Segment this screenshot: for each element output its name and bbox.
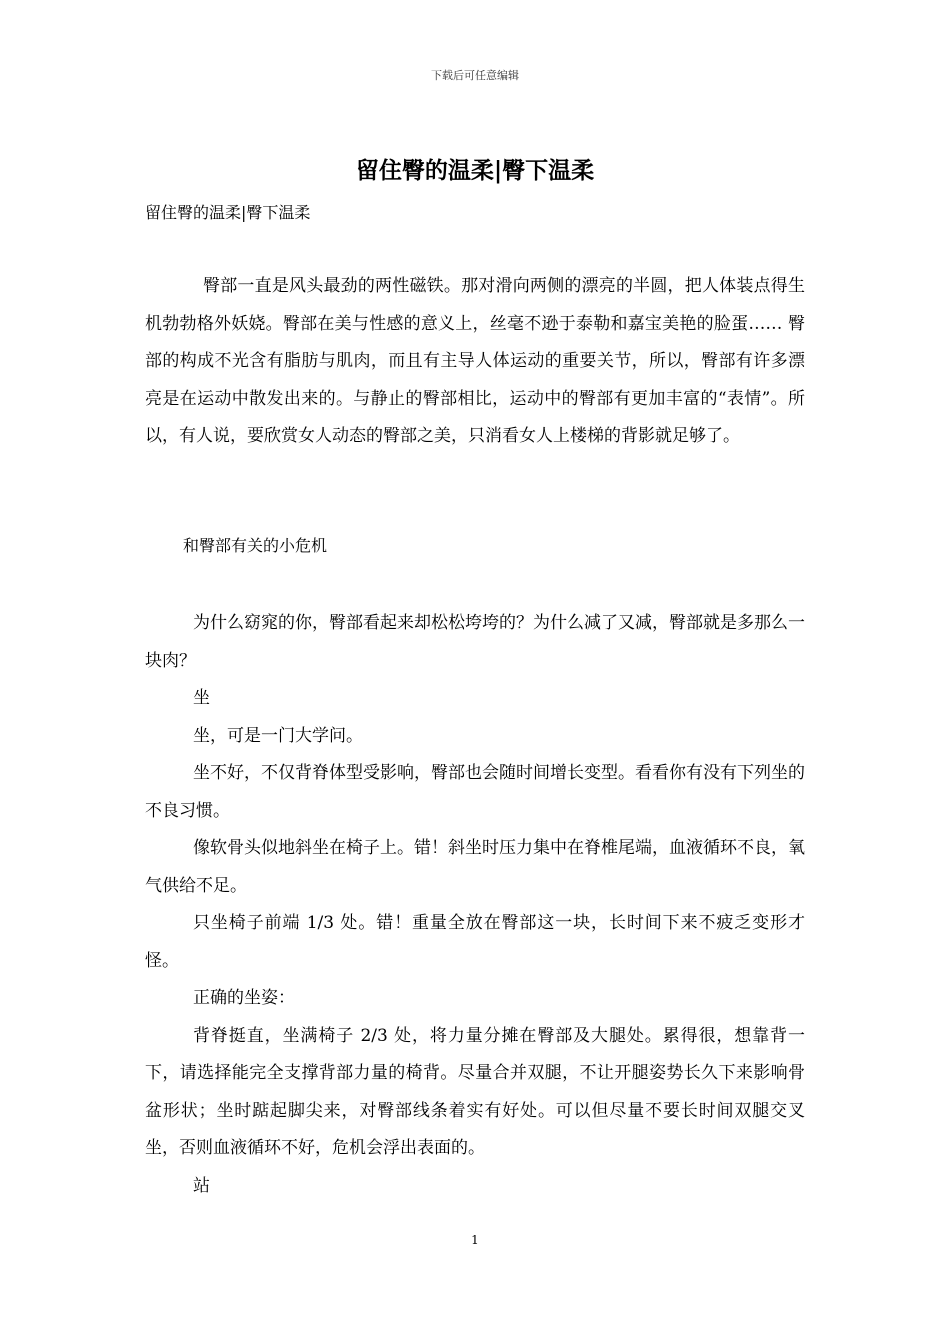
page-header: 下载后可任意编辑 — [431, 69, 519, 82]
document-subtitle: 留住臀的温柔|臀下温柔 — [145, 203, 311, 222]
intro-block — [145, 268, 805, 456]
main-text — [145, 605, 805, 1205]
paragraph: 背脊挺直，坐满椅子 2/3 处，将力量分摊在臀部及大腿处。累得很，想靠背一下，请选择能完全支撑背部力量的椅背。尽量合并双腿，不让开腿姿势长久下来影响骨盆形状；坐时踮起脚尖来，对臀部线条着实有好处。可以但尽量不要长时间双腿交叉坐，否则血液循环不好，危机会浮出表面的。 — [145, 1025, 805, 1158]
paragraph: 为什么窈窕的你，臀部看起来却松松垮垮的？为什么减了又减，臀部就是多那么一块肉？ — [145, 613, 805, 671]
paragraph: 坐 — [193, 688, 210, 708]
paragraph: 坐不好，不仅背脊体型受影响，臀部也会随时间增长变型。看看你有没有下列坐的不良习惯。 — [145, 763, 805, 821]
page-number: 1 — [471, 1233, 479, 1247]
paragraph: 正确的坐姿： — [193, 988, 295, 1008]
paragraph: 坐，可是一门大学问。 — [193, 725, 363, 746]
section-heading: 和臀部有关的小危机 — [183, 536, 328, 555]
paragraph: 只坐椅子前端 1/3 处。错！重量全放在臀部这一块，长时间下来不疲乏变形才怪。 — [145, 913, 805, 971]
paragraph: 站 — [193, 1175, 210, 1196]
document-title: 留住臀的温柔|臀下温柔 — [355, 157, 595, 184]
intro-paragraph: 臀部一直是风头最劲的两性磁铁。那对滑向两侧的漂亮的半圆，把人体装点得生机勃勃格外妖娆。臀部在美与性感的意义上，丝毫不逊于泰勒和嘉宝美艳的脸蛋…… 臀部的构成不光含有脂肪与肌肉，而且有主导人体运动的重要关节，所以，臀部有许多漂亮是在运动中散发出来的。与静止的臀部相比，运动中的臀部有更加丰富的“表情”。所以，有人说，要欣赏女人动态的臀部之美，只消看女人上楼梯的背影就足够了。 — [145, 276, 805, 446]
paragraph: 像软骨头似地斜坐在椅子上。错！斜坐时压力集中在脊椎尾端，血液循环不良，氧气供给不足。 — [145, 838, 805, 896]
